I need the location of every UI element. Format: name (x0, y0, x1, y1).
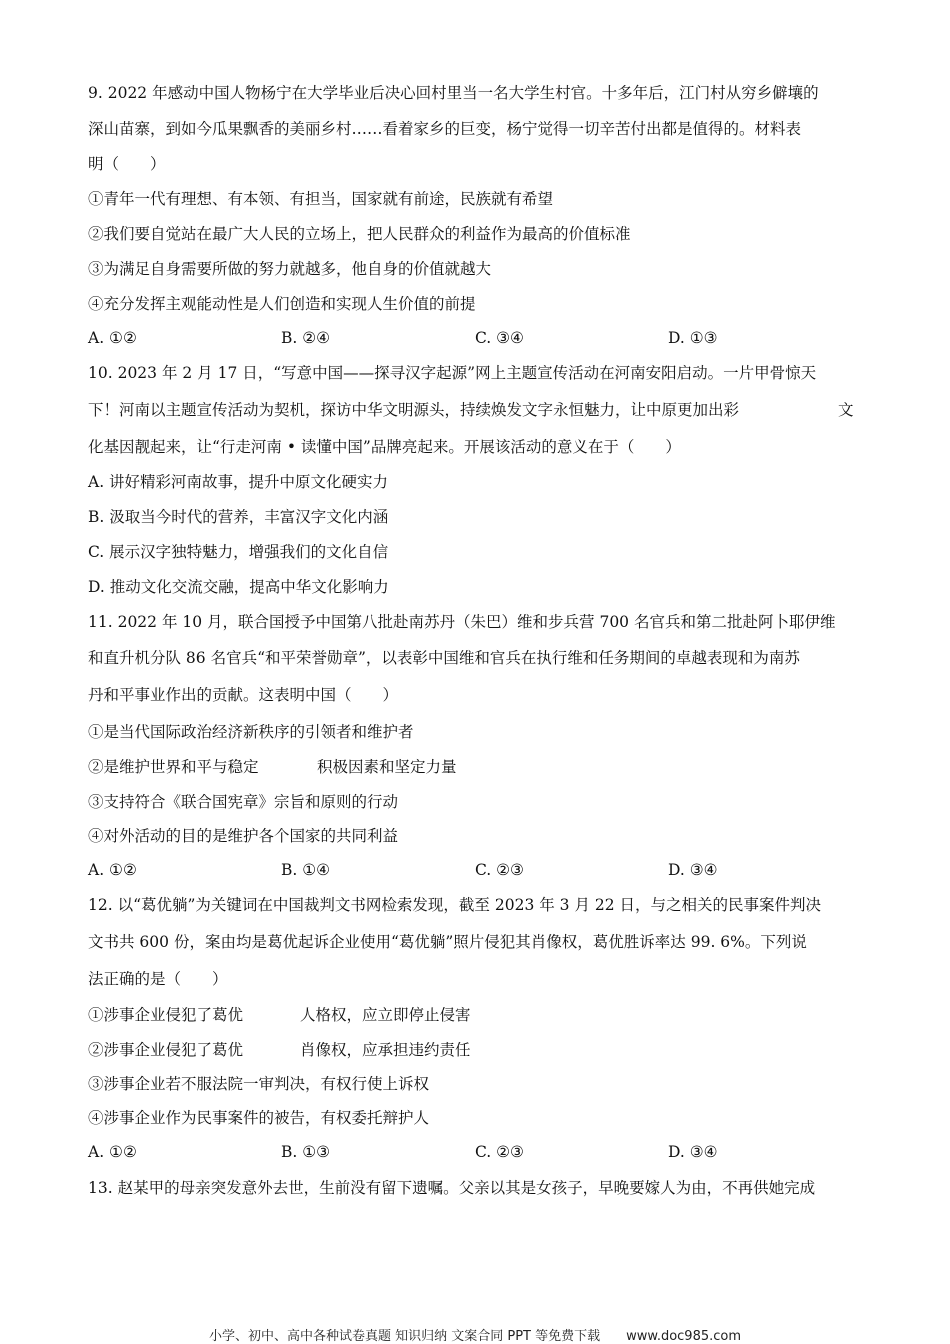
q9-item-2: ②我们要自觉站在最广大人民的立场上，把人民群众的利益作为最高的价值标准 (88, 225, 631, 243)
q9-option-d: D. ①③ (668, 329, 718, 347)
q9-stem-line-2: 深山苗寨，到如今瓜果飘香的美丽乡村……看着家乡的巨变，杨宁觉得一切辛苦付出都是值得的。材料表 (88, 120, 802, 138)
q11-item-3: ③支持符合《联合国宪章》宗旨和原则的行动 (88, 793, 399, 811)
q10-stem-line-1: 10. 2023 年 2 月 17 日，“写意中国——探寻汉字起源”网上主题宣传活动在河南安阳启动。一片甲骨惊天 (88, 364, 817, 382)
q11-item-2-part-2: 积极因素和坚定力量 (317, 758, 457, 776)
q10-option-b: B. 汲取当今时代的营养，丰富汉字文化内涵 (88, 508, 389, 526)
q12-option-b: B. ①③ (281, 1143, 331, 1161)
q10-stem-line-3: 化基因靓起来，让“行走河南 • 读懂中国”品牌亮起来。开展该活动的意义在于（ ） (88, 438, 681, 456)
q9-item-3: ③为满足自身需要所做的努力就越多，他自身的价值就越大 (88, 260, 492, 278)
q11-option-a: A. ①② (88, 861, 137, 879)
q13-stem-line-1: 13. 赵某甲的母亲突发意外去世，生前没有留下遗嘱。父亲以其是女孩子，早晚要嫁人为由，不再供她完成 (88, 1179, 816, 1197)
q10-stem-line-2-text: 下！河南以主题宣传活动为契机，探访中华文明源头，持续焕发文字永恒魅力，让中原更加出彩 (88, 401, 740, 419)
q11-option-b: B. ①④ (281, 861, 331, 879)
q11-stem-line-3: 丹和平事业作出的贡献。这表明中国（ ） (88, 686, 399, 704)
q12-item-3: ③涉事企业若不服法院一审判决，有权行使上诉权 (88, 1075, 430, 1093)
q9-stem-line-3: 明（ ） (88, 155, 166, 173)
page-footer: 小学、初中、高中各种试卷真题 知识归纳 文案合同 PPT 等免费下载 www.doc985.com (208, 1329, 742, 1344)
q12-item-1-part-1: ①涉事企业侵犯了葛优 (88, 1006, 244, 1024)
q10-option-a: A. 讲好精彩河南故事，提升中原文化硬实力 (88, 473, 389, 491)
q11-option-d: D. ③④ (668, 861, 718, 879)
q12-options (88, 1142, 788, 1162)
q12-stem-line-2: 文书共 600 份，案由均是葛优起诉企业使用“葛优躺”照片侵犯其肖像权，葛优胜诉率达 99. 6%。下列说 (88, 933, 807, 951)
q9-option-a: A. ①② (88, 329, 137, 347)
q9-options (88, 328, 788, 348)
q11-stem-line-2: 和直升机分队 86 名官兵“和平荣誉勋章”，以表彰中国维和官兵在执行维和任务期间的卓越表现和为南苏 (88, 649, 800, 667)
q11-item-2-part-1: ②是维护世界和平与稳定 (88, 758, 259, 776)
q12-option-d: D. ③④ (668, 1143, 718, 1161)
q11-option-c: C. ②③ (475, 861, 524, 879)
q11-stem-line-1: 11. 2022 年 10 月，联合国授予中国第八批赴南苏丹（朱巴）维和步兵营 700 名官兵和第二批赴阿卜耶伊维 (88, 613, 836, 631)
q11-item-1: ①是当代国际政治经济新秩序的引领者和维护者 (88, 723, 414, 741)
q10-option-c: C. 展示汉字独特魅力，增强我们的文化自信 (88, 543, 389, 561)
q12-item-1-part-2: 人格权，应立即停止侵害 (300, 1006, 471, 1024)
q12-item-2-part-1: ②涉事企业侵犯了葛优 (88, 1041, 244, 1059)
q10-option-d: D. 推动文化交流交融，提高中华文化影响力 (88, 578, 389, 596)
q9-item-1: ①青年一代有理想、有本领、有担当，国家就有前途，民族就有希望 (88, 190, 554, 208)
q12-stem-line-3: 法正确的是（ ） (88, 970, 228, 988)
q9-option-c: C. ③④ (475, 329, 524, 347)
q9-item-4: ④充分发挥主观能动性是人们创造和实现人生价值的前提 (88, 295, 476, 313)
q11-options (88, 860, 788, 880)
q12-item-4: ④涉事企业作为民事案件的被告，有权委托辩护人 (88, 1109, 430, 1127)
q9-stem-line-1: 9. 2022 年感动中国人物杨宁在大学毕业后决心回村里当一名大学生村官。十多年后，江门村从穷乡僻壤的 (88, 84, 819, 102)
q12-stem-line-1: 12. 以“葛优躺”为关键词在中国裁判文书网检索发现，截至 2023 年 3 月 22 日，与之相关的民事案件判决 (88, 896, 822, 914)
q9-option-b: B. ②④ (281, 329, 331, 347)
q12-item-2-part-2: 肖像权，应承担违约责任 (300, 1041, 471, 1059)
q11-item-4: ④对外活动的目的是维护各个国家的共同利益 (88, 827, 399, 845)
q12-option-a: A. ①② (88, 1143, 137, 1161)
q12-option-c: C. ②③ (475, 1143, 524, 1161)
q10-stem-line-2-tail: 文 (838, 401, 854, 419)
